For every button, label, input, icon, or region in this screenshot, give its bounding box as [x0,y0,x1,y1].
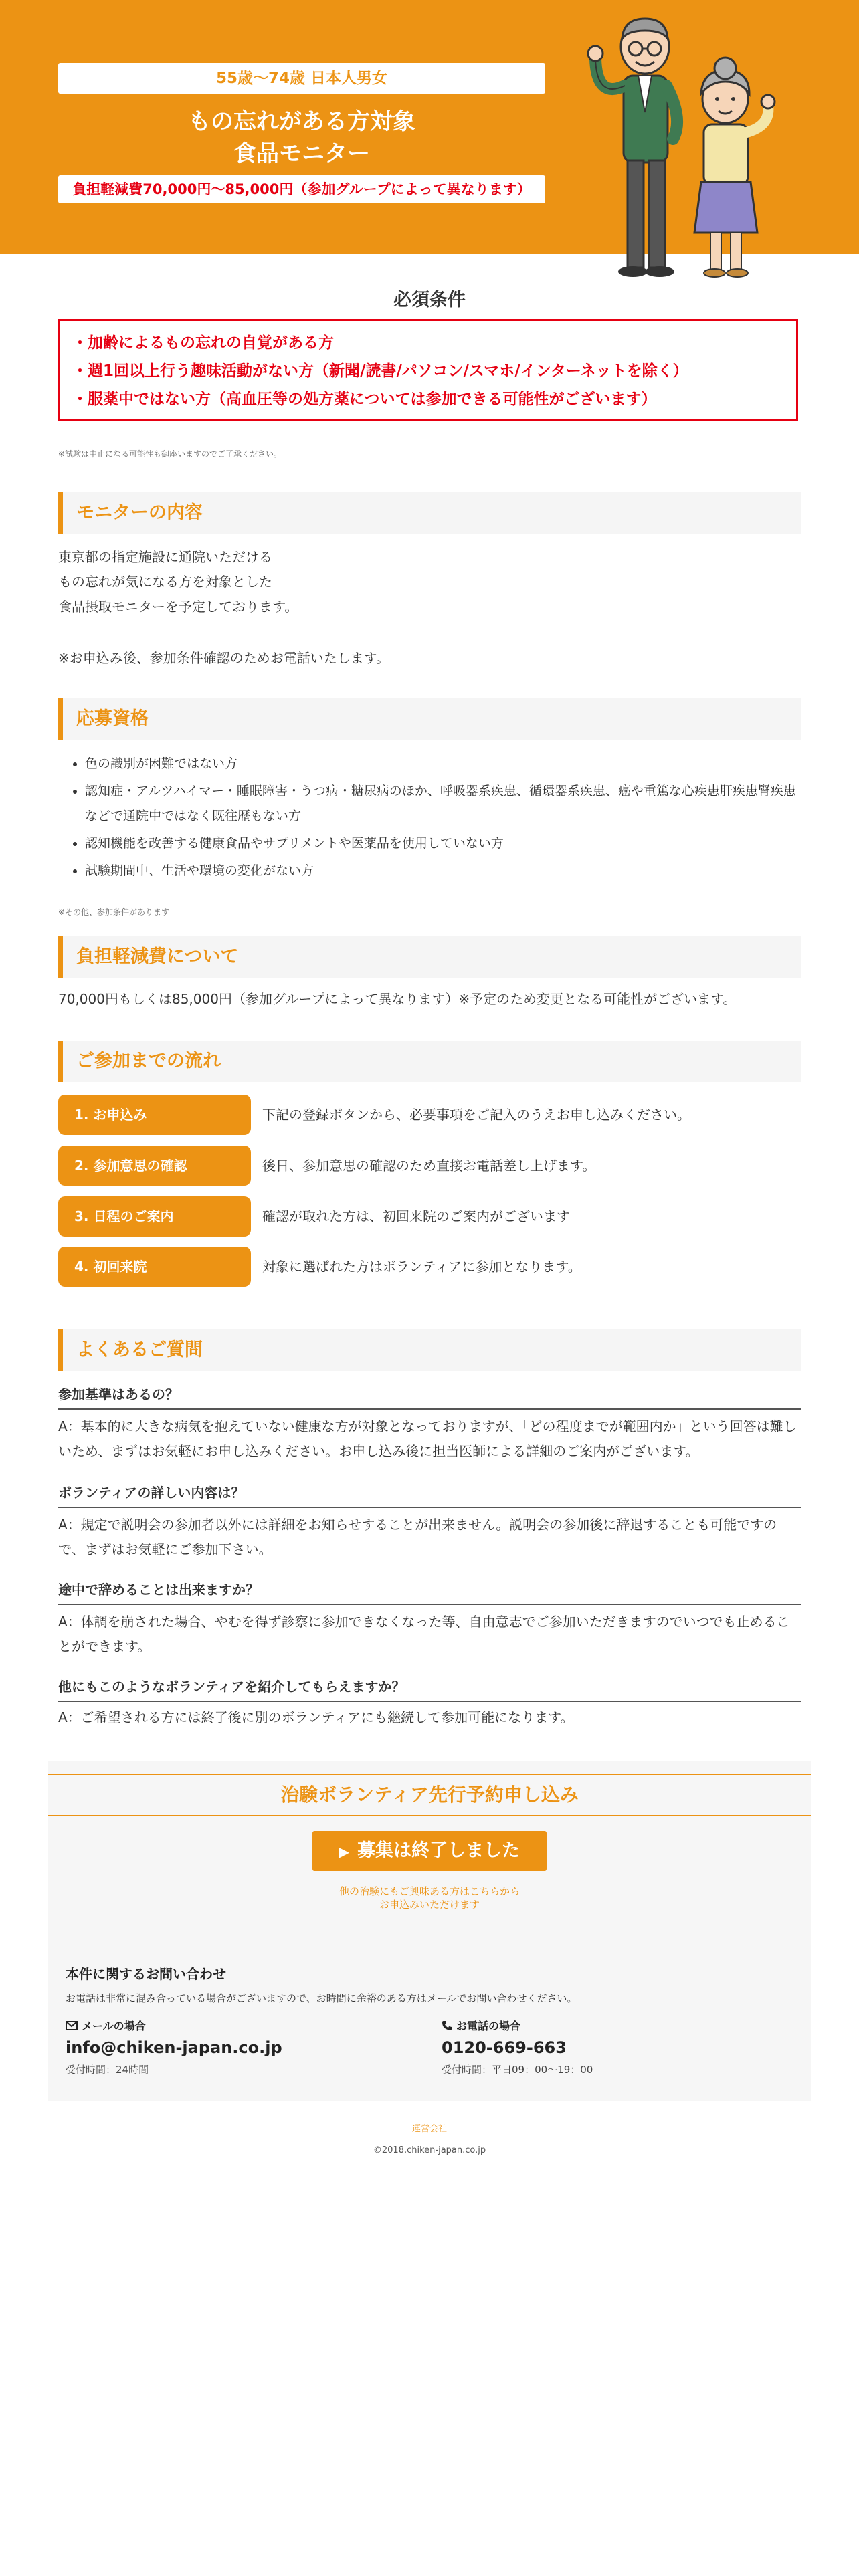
contact-phone-head [442,2018,776,2034]
contact-email-block [66,2018,400,2078]
company-link[interactable]: 運営会社 [411,2124,447,2134]
requirement-item: ・週1回以上行う趣味活動がない方（新聞/読書/パソコン/スマホ/インターネットを除く） [72,362,688,380]
monitor-note: ※お申込み後、参加条件確認のためお電話いたします。 [58,650,390,666]
envelope-icon [66,2021,78,2030]
flow-step-desc: 下記の登録ボタンから、必要事項をご記入のうえお申し込みください。 [262,1107,690,1123]
monitor-line: 東京都の指定施設に通院いただける [58,549,272,565]
faq-answer: A：ご希望される方には終了後に別のボランティアにも継続して参加可能になります。 [58,1709,574,1725]
flow-step [58,1146,801,1186]
monitor-line: もの忘れが気になる方を対象とした [58,574,272,590]
apply-section [48,1761,811,2101]
faq-answer: A：体調を崩された場合、やむを得ず診察に参加できなくなった等、自由意志でご参加いただきますのでいつでも止めることができます。 [58,1614,790,1654]
flow-step-desc: 対象に選ばれた方はボランティアに参加となります。 [262,1259,581,1275]
faq-answer: A：規定で説明会の参加者以外には詳細をお知らせすることが出来ません。説明会の参加後に辞退することも可能ですので、まずはお気軽にご参加下さい。 [58,1517,777,1558]
caret-right-icon: ▶ [339,1844,350,1860]
fee-heading: 負担軽減費について [58,936,801,978]
eligibility-list [58,752,801,886]
flow-step-label: 1. お申込み [58,1095,251,1135]
eligibility-item: • 認知機能を改善する健康食品やサプリメントや医薬品を使用していない方 [85,831,801,856]
requirements-note: ※試験は中止になる可能性も御座いますのでご了承ください。 [58,449,282,459]
contact-email-address[interactable]: info@chiken-japan.co.jp [66,2038,282,2057]
monitor-description [58,545,801,619]
faq-answer: A：基本的に大きな病気を抱えていない健康な方が対象となっておりますが、「どの程度までが範囲内か」という回答は難しいため、まずはお気軽にお申し込みください。お申し込み後に担当医師による詳細のご案内がございます。 [58,1418,797,1459]
elderly-couple-illustration [583,12,784,288]
faq-question: ボランティアの詳しい内容は？ [58,1482,801,1508]
flow-step [58,1095,801,1135]
other-trials-link-line2: お申込みいただけます [379,1899,480,1911]
eligibility-item: • 色の識別が困難ではない方 [85,752,801,776]
other-trials-link-line1: 他の治験にもご興味ある方はこちらから [339,1885,520,1897]
elderly-woman-figure [694,58,775,277]
eligibility-item: • 認知症・アルツハイマー・睡眠障害・うつ病・糖尿病のほか、呼吸器系疾患、循環器系疾患、癌や重篤な心疾患肝疾患腎疾患などで通院中ではなく既往歴もない方 [85,779,801,829]
eligibility-note: ※その他、参加条件があります [58,907,170,917]
flow-step-label: 4. 初回来院 [58,1247,251,1287]
requirements-title: 必須条件 [393,290,466,310]
requirement-item: ・服薬中ではない方（高血圧等の処方薬については参加できる可能性がございます） [72,391,657,408]
requirement-item: ・加齢によるもの忘れの自覚がある方 [72,334,334,352]
age-label: 55歳〜74歳 日本人男女 [58,63,545,94]
hero-title-line2: 食品モニター [233,140,370,167]
flow-step-desc: 確認が取れた方は、初回来院のご案内がございます [262,1208,570,1224]
contact-note: お電話は非常に混み合っている場合がございますので、お時間に余裕のある方はメールでお問い合わせください。 [66,1992,577,2004]
flow-step-label: 3. 日程のご案内 [58,1196,251,1237]
elderly-man-figure [588,19,677,277]
monitor-heading: モニターの内容 [58,492,801,534]
contact-phone-hours: 受付時間：平日09：00〜19：00 [442,2064,593,2076]
copyright: ©2018.chiken-japan.co.jp [373,2145,486,2155]
fee-label: 負担軽減費70,000円〜85,000円（参加グループによって異なります） [58,175,545,203]
contact-email-label: メールの場合 [82,2020,146,2032]
eligibility-item: • 試験期間中、生活や環境の変化がない方 [85,859,801,883]
phone-icon [442,2020,452,2031]
contact-email-head [66,2018,400,2034]
contact-phone-block [442,2018,776,2078]
flow-step [58,1196,801,1237]
contact-phone-label: お電話の場合 [456,2020,521,2032]
hero-title-line1: もの忘れがある方対象 [188,108,415,135]
faq-question: 途中で辞めることは出来ますか？ [58,1579,801,1605]
faq-question: 参加基準はあるの？ [58,1384,801,1410]
hero-title [58,106,545,170]
contact-title: 本件に関するお問い合わせ [66,1966,226,1982]
flow-heading: ご参加までの流れ [58,1041,801,1082]
eligibility-heading: 応募資格 [58,698,801,740]
other-trials-link[interactable] [48,1885,811,1911]
faq-question: 他にもこのようなボランティアを紹介してもらえますか？ [58,1676,801,1702]
apply-title: 治験ボランティア先行予約申し込み [48,1774,811,1816]
monitor-line: 食品摂取モニターを予定しております。 [58,599,298,615]
flow-step [58,1247,801,1287]
requirements-box [58,319,798,421]
contact-phone-number[interactable]: 0120-669-663 [442,2038,567,2057]
flow-step-desc: 後日、参加意思の確認のため直接お電話差し上げます。 [262,1158,596,1174]
contact-email-hours: 受付時間：24時間 [66,2064,149,2076]
apply-button-label: 募集は終了しました [357,1840,520,1861]
recruitment-closed-button[interactable] [312,1831,547,1871]
faq-heading: よくあるご質問 [58,1329,801,1371]
fee-text: 70,000円もしくは85,000円（参加グループによって異なります）※予定のため変更となる可能性がございます。 [58,991,737,1007]
flow-step-label: 2. 参加意思の確認 [58,1146,251,1186]
